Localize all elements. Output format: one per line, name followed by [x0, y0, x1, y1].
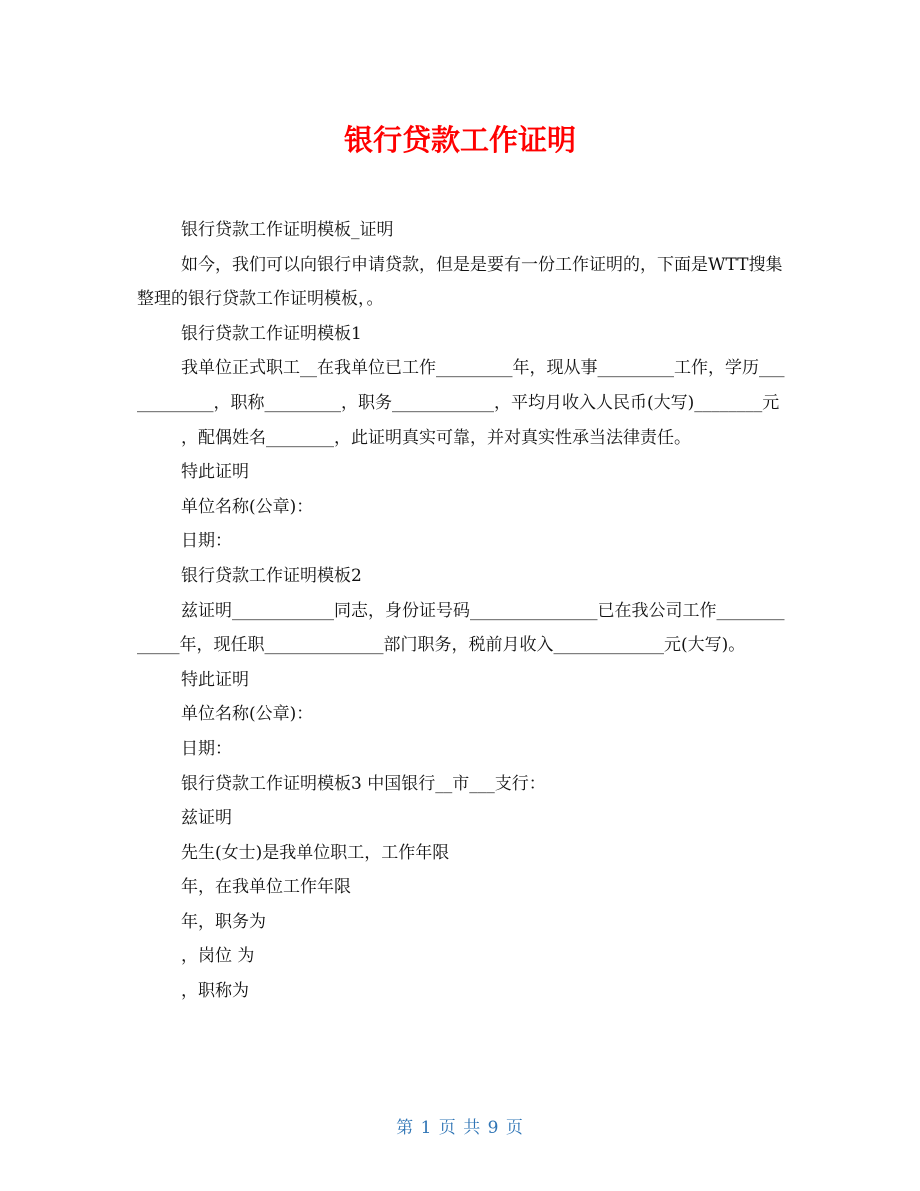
paragraph: 我单位正式职工__在我单位已工作_________年，现从事_________工作，学历____________，职称_________，职务____________，平均月收入人民币(大写)________元	[137, 358, 785, 413]
paragraph: 年，职务为	[181, 911, 266, 932]
paragraph: 年，在我单位工作年限	[181, 877, 351, 898]
paragraph: 日期：	[181, 531, 232, 552]
paragraph: 兹证明	[181, 808, 232, 829]
paragraph: 银行贷款工作证明模板_证明	[181, 220, 394, 240]
page-number-footer: 第 1 页 共 9 页	[396, 1118, 524, 1138]
paragraph: 单位名称(公章)：	[181, 496, 314, 517]
document-title: 银行贷款工作证明	[343, 123, 576, 157]
paragraph: 银行贷款工作证明模板2	[181, 565, 362, 586]
paragraph: 如今，我们可以向银行申请贷款，但是是要有一份工作证明的，下面是WTT搜集整理的银行贷款工作证明模板，。	[137, 254, 783, 310]
paragraph: 兹证明____________同志，身份证号码_______________已在我公司工作_____________年，现任职______________部门职务，税前月收入_____________元(大写)。	[137, 600, 785, 656]
paragraph: 特此证明	[181, 669, 249, 690]
paragraph: 特此证明	[181, 462, 249, 483]
paragraph: ，职称为	[181, 981, 249, 1002]
paragraph: 银行贷款工作证明模板3 中国银行__市___支行：	[181, 773, 546, 794]
paragraph: 日期：	[181, 738, 232, 759]
paragraph: ，岗位 为	[181, 946, 255, 967]
document-body	[137, 213, 785, 1009]
paragraph: 银行贷款工作证明模板1	[181, 323, 362, 344]
paragraph: ，配偶姓名________，此证明真实可靠，并对真实性承当法律责任。	[181, 427, 691, 448]
paragraph: 先生(女士)是我单位职工，工作年限	[181, 842, 450, 863]
paragraph: 单位名称(公章)：	[181, 704, 314, 725]
